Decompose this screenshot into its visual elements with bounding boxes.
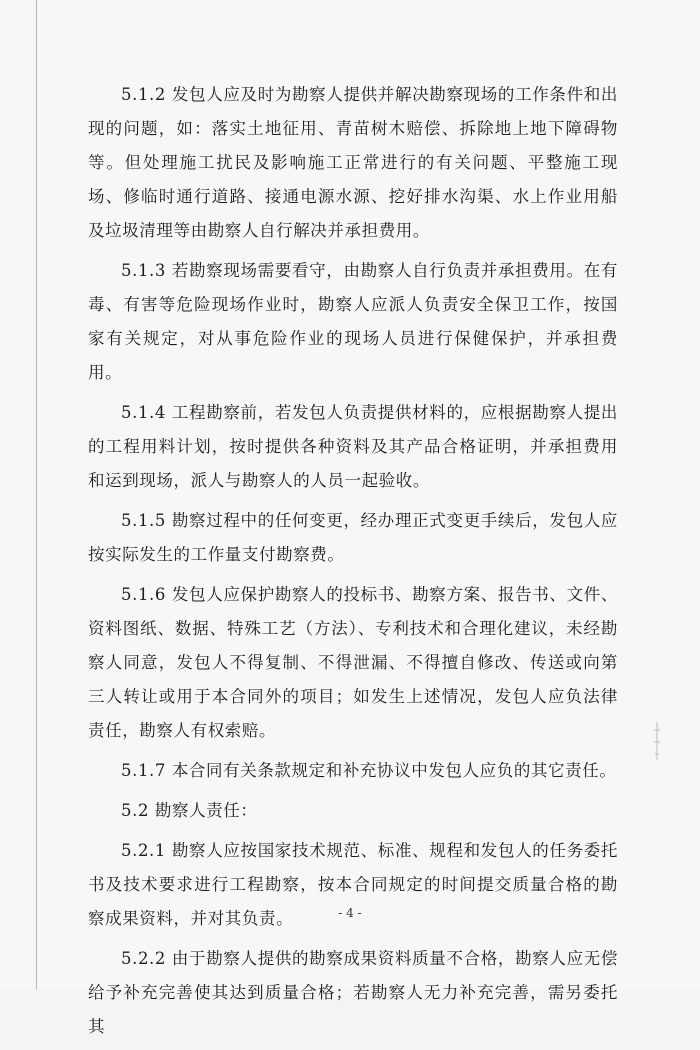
clause-5-1-4: 5.1.4 工程勘察前，若发包人负责提供材料的，应根据勘察人提出的工程用料计划，按时提供各种资料及其产品合格证明，并承担费用和运到现场，派人与勘察人的人员一起验收。 bbox=[88, 403, 618, 490]
clause-5-1-5: 5.1.5 勘察过程中的任何变更，经办理正式变更手续后，发包人应按实际发生的工作量支付勘察费。 bbox=[88, 511, 618, 564]
clause-5-1-3: 5.1.3 若勘察现场需要看守，由勘察人自行负责并承担费用。在有毒、有害等危险现场作业时，勘察人应派人负责安全保卫工作，按国家有关规定，对从事危险作业的现场人员进行保健保护，并承担费用。 bbox=[88, 261, 618, 382]
binding-margin-line bbox=[36, 0, 37, 990]
section-5-2-heading: 5.2 勘察人责任： bbox=[121, 801, 258, 820]
body-text bbox=[88, 78, 618, 1050]
clause-5-2-2: 5.2.2 由于勘察人提供的勘察成果资料质量不合格，勘察人应无偿给予补充完善使其达到质量合格；若勘察人无力补充完善，需另委托其 bbox=[88, 949, 618, 1036]
page-number: - 4 - bbox=[338, 906, 362, 920]
clause-5-1-6: 5.1.6 发包人应保护勘察人的投标书、勘察方案、报告书、文件、资料图纸、数据、特殊工艺（方法）、专利技术和合理化建议，未经勘察人同意，发包人不得复制、不得泄漏、不得擅自修改、传送或向第三人转让或用于本合同外的项目；如发生上述情况，发包人应负法律责任，勘察人有权索赔。 bbox=[88, 585, 618, 740]
clause-5-1-7: 5.1.7 本合同有关条款规定和补充协议中发包人应负的其它责任。 bbox=[121, 761, 617, 780]
clause-5-1-2: 5.1.2 发包人应及时为勘察人提供并解决勘察现场的工作条件和出现的问题，如：落实土地征用、青苗树木赔偿、拆除地上地下障碍物等。但处理施工扰民及影响施工正常进行的有关问题、平整施工现场、修临时通行道路、接通电源水源、挖好排水沟渠、水上作业用船及垃圾清理等由勘察人自行解决并承担费用。 bbox=[88, 85, 618, 240]
clause-5-2-1: 5.2.1 勘察人应按国家技术规范、标准、规程和发包人的任务委托书及技术要求进行工程勘察，按本合同规定的时间提交质量合格的勘察成果资料，并对其负责。 bbox=[88, 841, 618, 928]
margin-ink-mark bbox=[652, 720, 662, 764]
